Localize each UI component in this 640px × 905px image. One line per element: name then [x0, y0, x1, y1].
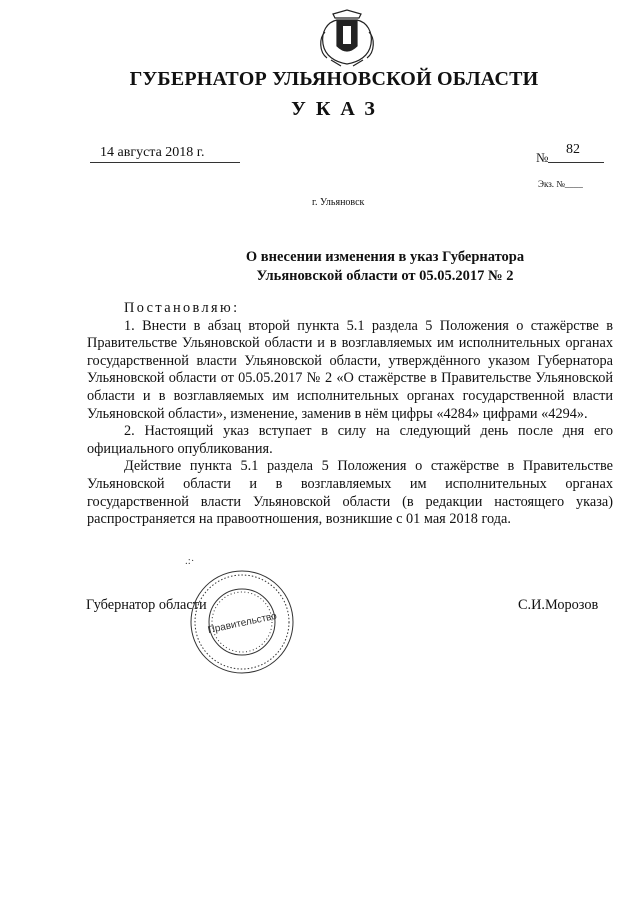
- city: г. Ульяновск: [312, 197, 365, 208]
- official-seal-icon: [188, 568, 296, 676]
- decree-body: [87, 300, 613, 529]
- decree-word: Постановляю:: [124, 300, 240, 316]
- decree-title: [150, 248, 620, 286]
- document-type: УКАЗ: [291, 98, 385, 120]
- signer-position: Губернатор области: [86, 597, 207, 613]
- issuing-authority: ГУБЕРНАТОР УЛЬЯНОВСКОЙ ОБЛАСТИ: [129, 68, 539, 90]
- signer-name: С.И.Морозов: [518, 597, 599, 613]
- seal-text: Правительство: [206, 610, 278, 637]
- title-line-2: Ульяновской области от 05.05.2017 № 2: [256, 268, 514, 284]
- paragraph-2: 2. Настоящий указ вступает в силу на следующий день после дня его официального опубликования.: [87, 423, 613, 457]
- number-underline: [548, 162, 604, 163]
- coat-of-arms-icon: [313, 8, 381, 68]
- paragraph-1: 1. Внести в абзац второй пункта 5.1 раздела 5 Положения о стажёрстве в Правительстве Ульяновской области и в возглавляемых им исполнительных органах государственной власти Ульяновской области, утверждённого указом Губернатора Ульяновской области от 05.05.2017 № 2 «О стажёрстве в Правительстве Ульяновской области и в возглавляемых им исполнительных органах государственной власти Ульяновской области», изменение, заменив в нём цифры «4284» цифрами «4294».: [87, 317, 613, 422]
- date-underline: [90, 162, 240, 163]
- decree-date: 14 августа 2018 г.: [100, 145, 205, 160]
- number-label: №: [536, 150, 549, 165]
- title-line-1: О внесении изменения в указ Губернатора: [245, 249, 525, 265]
- stray-mark: .:·: [185, 555, 195, 567]
- copy-number: Экз. №____: [538, 179, 583, 189]
- decree-number: 82: [566, 142, 580, 157]
- paragraph-3: Действие пункта 5.1 раздела 5 Положения о стажёрстве в Правительстве Ульяновской области и в возглавляемых им исполнительных органах государственной власти Ульяновской области (в редакции настоящего указа) распространяется на правоотношения, возникшие с 01 мая 2018 года.: [87, 458, 613, 528]
